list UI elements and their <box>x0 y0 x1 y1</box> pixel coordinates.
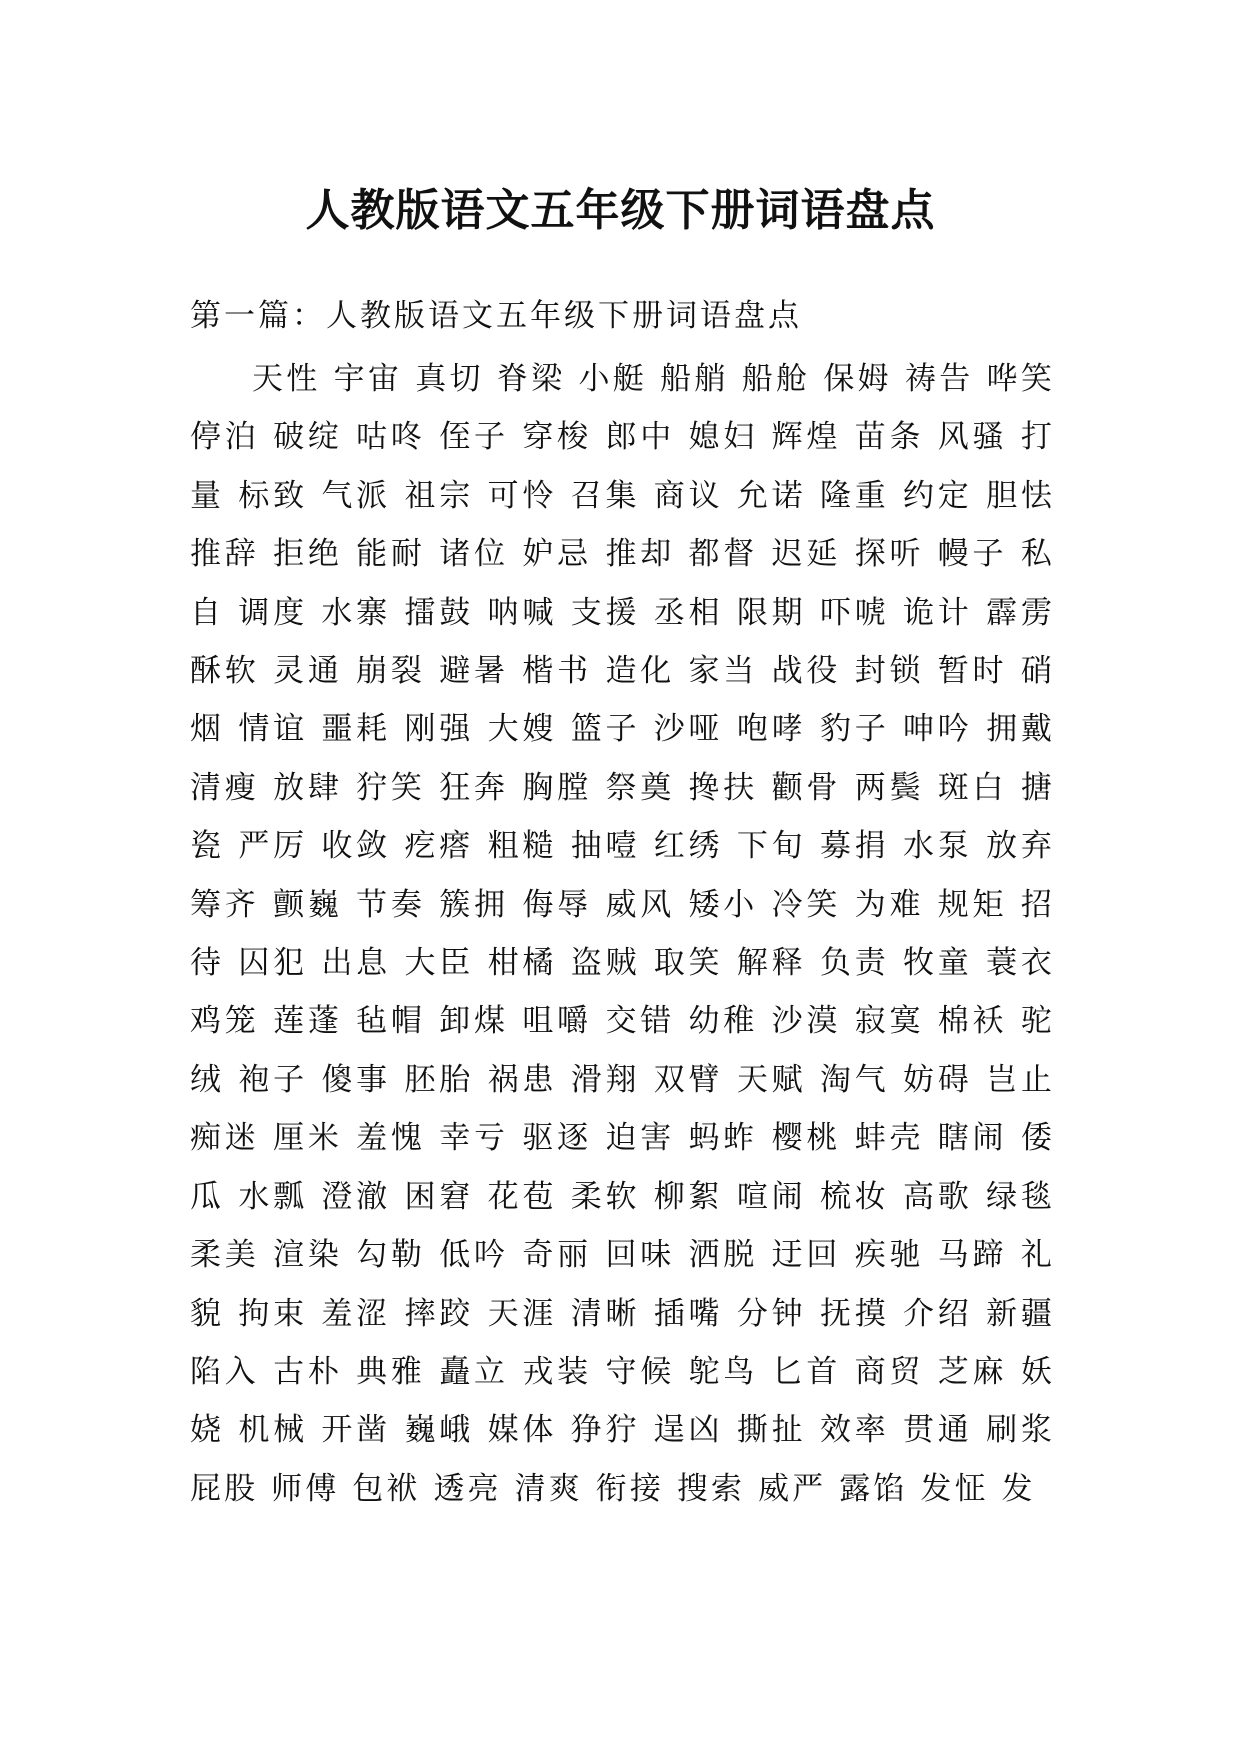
word-list <box>190 350 1055 1518</box>
document-title: 人教版语文五年级下册词语盘点 <box>305 185 936 237</box>
section-heading: 第一篇：人教版语文五年级下册词语盘点 <box>190 298 802 334</box>
word-list-paragraph: 天性 宇宙 真切 脊梁 小艇 船艄 船舱 保姆 祷告 哗笑 停泊 破绽 咕咚 侄子 穿梭 郎中 媳妇 辉煌 苗条 风骚 打量 标致 气派 祖宗 可怜 召集 商议 允诺 隆重 约定 胆怯 推辞 拒绝 能耐 诸位 妒忌 推却 都督 迟延 探听 幔子 私自 调度 水寨 擂鼓 呐喊 支援 丞相 限期 吓唬 诡计 霹雳 酥软 灵通 崩裂 避暑 楷书 造化 家当 战役 封锁 暂时 硝烟 情谊 噩耗 刚强 大嫂 篮子 沙哑 咆哮 豹子 呻吟 拥戴 清瘦 放肆 狞笑 狂奔 胸膛 祭奠 搀扶 颧骨 两鬓 斑白 搪瓷 严厉 收敛 疙瘩 粗糙 抽噎 红绣 下旬 募捐 水泵 放弃 筹齐 颤巍 节奏 簇拥 侮辱 威风 矮小 冷笑 为难 规矩 招待 囚犯 出息 大臣 柑橘 盗贼 取笑 解释 负责 牧童 蓑衣 鸡笼 莲蓬 毡帽 卸煤 咀嚼 交错 幼稚 沙漠 寂寞 棉袄 驼绒 袍子 傻事 胚胎 祸患 滑翔 双臂 天赋 淘气 妨碍 岂止 痴迷 厘米 羞愧 幸亏 驱逐 迫害 蚂蚱 樱桃 蚌壳 瞎闹 倭瓜 水瓢 澄澈 困窘 花苞 柔软 柳絮 喧闹 梳妆 高歌 绿毯 柔美 渲染 勾勒 低吟 奇丽 回味 洒脱 迂回 疾驰 马蹄 礼貌 拘束 羞涩 摔跤 天涯 清晰 插嘴 分钟 抚摸 介绍 新疆 陷入 古朴 典雅 矗立 戎装 守候 鸵鸟 匕首 商贸 芝麻 妖娆 机械 开凿 巍峨 媒体 狰狞 逞凶 撕扯 效率 贯通 刷浆 屁股 师傅 包袱 透亮 清爽 衔接 搜索 威严 露馅 发怔 发 <box>190 361 1055 1507</box>
